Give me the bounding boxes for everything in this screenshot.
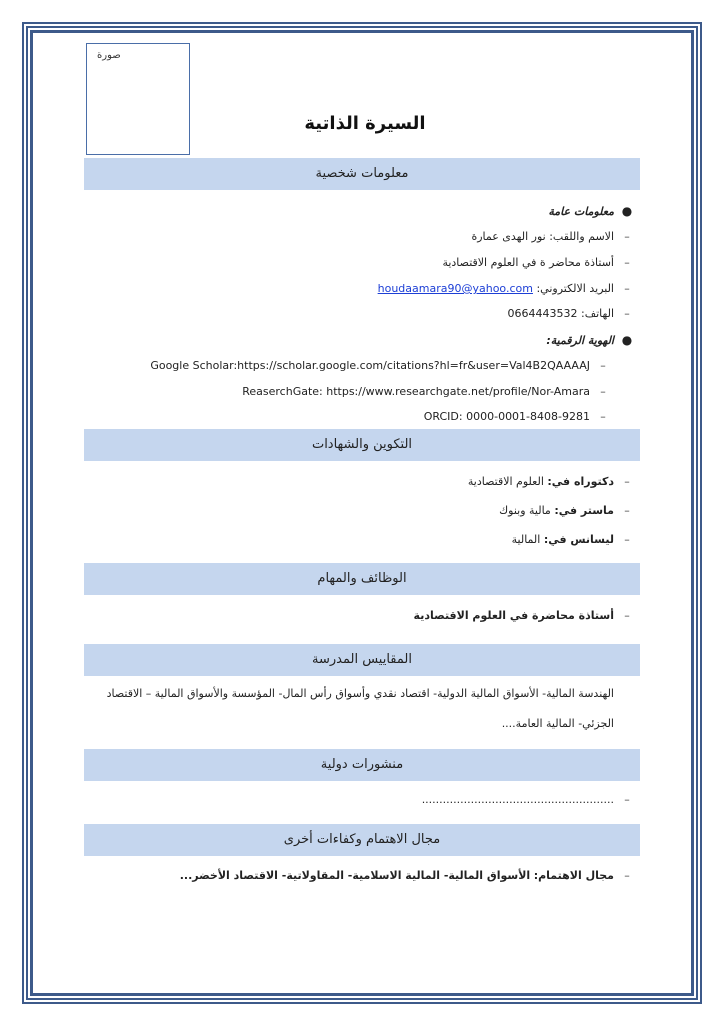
orcid-row — [84, 408, 640, 426]
doctorate-value: العلوم الاقتصادية — [467, 475, 544, 488]
researchgate-value: ReaserchGate: https://www.researchgate.net/profile/Nor-Amara — [242, 385, 590, 398]
job-row — [84, 607, 640, 625]
name-value: نور الهدى عمارة — [471, 230, 546, 243]
researchgate-row — [84, 383, 640, 401]
phone-row — [84, 305, 640, 323]
dash-icon: – — [624, 504, 630, 517]
general-info-heading — [84, 202, 640, 220]
dash-icon: – — [624, 609, 630, 622]
section-header-personal: معلومات شخصية — [84, 158, 640, 190]
dash-icon: – — [624, 256, 630, 269]
digital-identity-heading-text: الهوية الرقمية: — [546, 334, 614, 347]
position-value: أستاذة محاضر ة في العلوم الاقتصادية — [442, 256, 614, 269]
master-value: مالية وبنوك — [499, 504, 551, 517]
general-info-heading-text: معلومات عامة — [548, 205, 614, 218]
email-label: البريد الالكتروني: — [536, 282, 614, 295]
scholar-row — [84, 357, 640, 375]
email-row — [84, 280, 640, 298]
section-header-education: التكوين والشهادات — [84, 429, 640, 461]
licence-row — [84, 531, 640, 549]
photo-label: صورة — [97, 50, 121, 61]
doctorate-label: دكتوراه في: — [547, 475, 614, 488]
publication-row — [84, 791, 640, 809]
dash-icon: – — [624, 533, 630, 546]
name-row — [84, 228, 640, 246]
email-link[interactable]: houdaamara90@yahoo.com — [377, 282, 533, 295]
photo-placeholder — [86, 43, 190, 155]
page-title: السيرة الذاتية — [304, 113, 426, 134]
master-row — [84, 502, 640, 520]
section-header-publications: منشورات دولية — [84, 749, 640, 781]
phone-label: الهاتف: — [581, 307, 614, 320]
interests-value: الأسواق المالية- المالية الاسلامية- المقاولاتية- الاقتصاد الأخضر... — [179, 869, 531, 882]
dash-icon: – — [600, 359, 606, 372]
dash-icon: – — [624, 282, 630, 295]
dash-icon: – — [624, 307, 630, 320]
doctorate-row — [84, 473, 640, 491]
courses-text: الهندسة المالية- الأسواق المالية الدولية- اقتصاد نقدي وأسواق رأس المال- المؤسسة والأسواق المالية – الاقتصاد الجزئي- المالية العامة.... — [106, 687, 614, 730]
dash-icon: – — [624, 230, 630, 243]
dash-icon: – — [624, 869, 630, 882]
interests-row — [84, 867, 640, 885]
interests-label: مجال الاهتمام: — [533, 869, 614, 882]
name-label: الاسم واللقب: — [549, 230, 614, 243]
bullet-icon: ● — [621, 204, 633, 218]
position-row — [84, 254, 640, 272]
orcid-value: ORCID: 0000-0001-8408-9281 — [423, 410, 590, 423]
section-header-interests: مجال الاهتمام وكفاءات أخرى — [84, 824, 640, 856]
licence-label: ليسانس في: — [543, 533, 614, 546]
section-header-courses: المقاييس المدرسة — [84, 644, 640, 676]
publication-placeholder: ....................................................... — [421, 793, 614, 806]
dash-icon: – — [624, 793, 630, 806]
digital-identity-heading — [84, 331, 640, 349]
dash-icon: – — [600, 385, 606, 398]
bullet-icon: ● — [621, 333, 633, 347]
dash-icon: – — [600, 410, 606, 423]
job-value: أستاذة محاضرة في العلوم الاقتصادية — [413, 609, 614, 622]
scholar-value: Google Scholar:https://scholar.google.com/citations?hl=fr&user=Val4B2QAAAAJ — [150, 359, 590, 372]
licence-value: المالية — [511, 533, 541, 546]
master-label: ماستر في: — [554, 504, 614, 517]
dash-icon: – — [624, 475, 630, 488]
phone-value: 0664443532 — [507, 307, 578, 320]
section-header-jobs: الوظائف والمهام — [84, 563, 640, 595]
